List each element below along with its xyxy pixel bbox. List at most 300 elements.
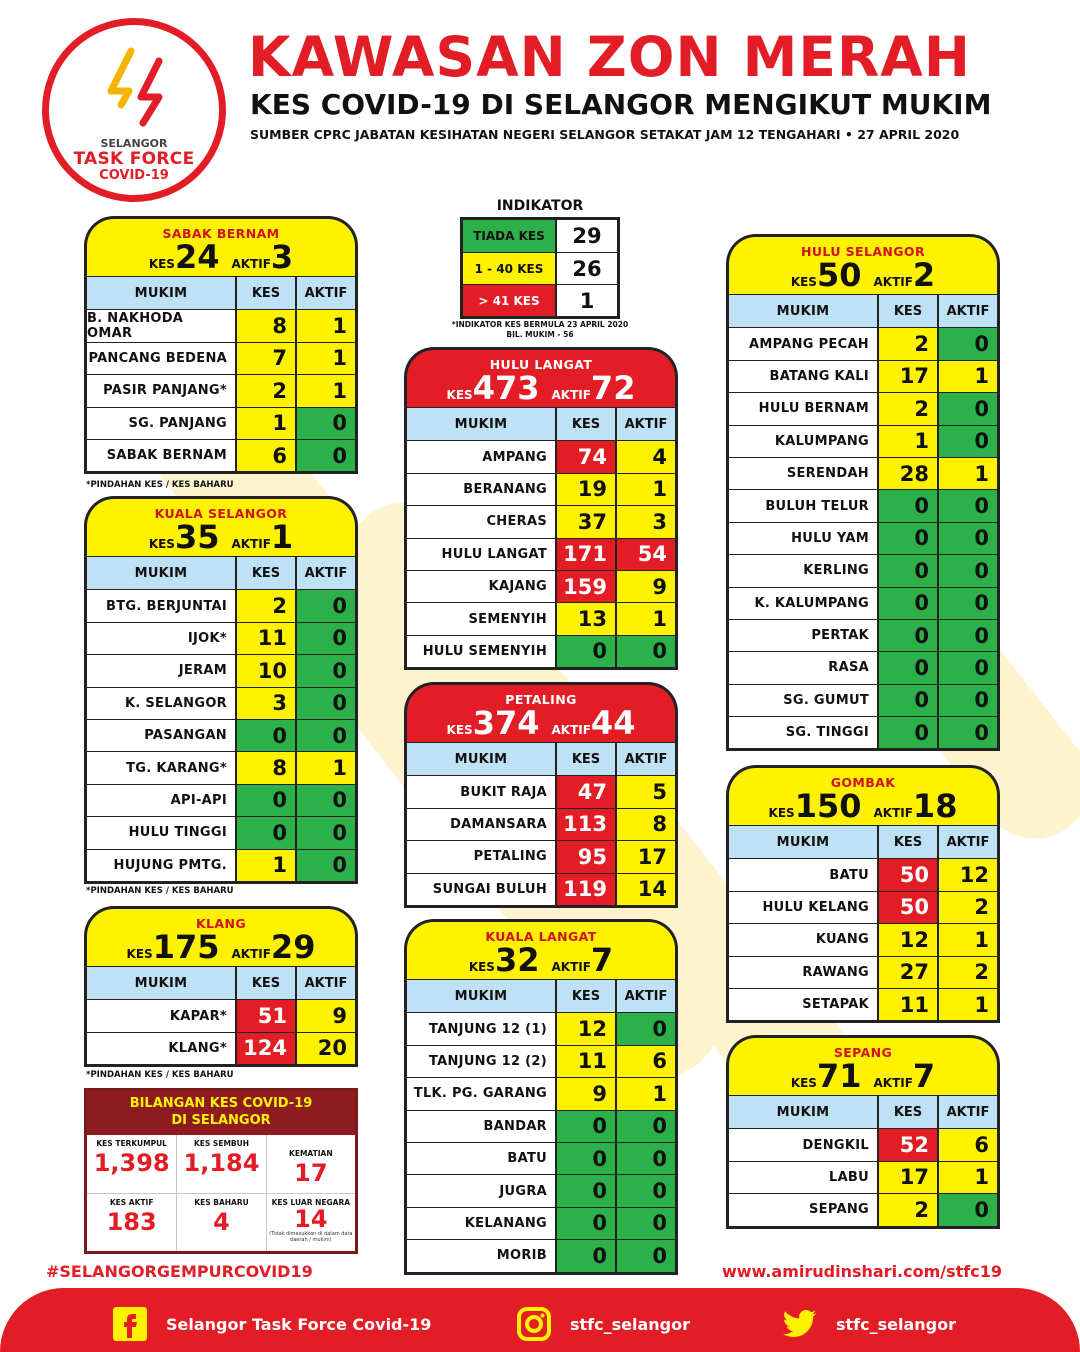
twitter-link[interactable] (782, 1306, 956, 1342)
district-totals (729, 1058, 997, 1101)
mukim-name: KAJANG (407, 571, 555, 602)
mukim-name: K. SELANGOR (87, 688, 235, 719)
mukim-kes: 0 (877, 588, 937, 619)
aktif-column-header: AKTIF (295, 557, 355, 589)
mukim-aktif: 1 (295, 343, 355, 374)
mukim-kes: 0 (877, 620, 937, 651)
mukim-aktif: 1 (937, 989, 997, 1020)
district-kes-total: 32 (494, 941, 540, 979)
instagram-icon (516, 1306, 552, 1342)
kes-column-header: KES (877, 295, 937, 327)
mukim-name: HULU TINGGI (87, 817, 235, 848)
mukim-name: RASA (729, 652, 877, 683)
district-kes-total: 24 (174, 238, 220, 276)
mukim-table (84, 276, 358, 474)
table-row (729, 489, 997, 521)
district-header (84, 906, 358, 966)
table-row (87, 439, 355, 471)
mukim-column-header: MUKIM (87, 277, 235, 309)
mukim-aktif: 0 (295, 850, 355, 881)
table-row (87, 342, 355, 374)
mukim-name: KERLING (729, 555, 877, 586)
table-row (729, 1193, 997, 1225)
district-totals (407, 942, 675, 985)
indicator-title: INDIKATOR (496, 198, 584, 214)
mukim-name: KLANG* (87, 1033, 235, 1064)
district-kes-total: 175 (152, 928, 220, 966)
kes-label: KES (468, 960, 495, 974)
mukim-column-header: MUKIM (729, 826, 877, 858)
mukim-kes: 19 (555, 474, 615, 505)
mukim-name: SG. GUMUT (729, 685, 877, 716)
mukim-kes: 13 (555, 603, 615, 634)
table-row (729, 554, 997, 586)
mukim-name: BANDAR (407, 1111, 555, 1142)
mukim-name: SG. TINGGI (729, 717, 877, 748)
table-row (407, 1077, 675, 1109)
district-name: HULU LANGAT (489, 357, 593, 372)
mukim-aktif: 0 (937, 393, 997, 424)
website-link[interactable]: www.amirudinshari.com/stfc19 (722, 1262, 1002, 1281)
district-totals (87, 519, 355, 562)
table-row (729, 1128, 997, 1160)
district-name: PETALING (505, 692, 577, 707)
table-row (729, 858, 997, 890)
district-kes-total: 374 (472, 704, 540, 742)
mukim-aktif: 0 (937, 490, 997, 521)
mukim-aktif: 9 (615, 571, 675, 602)
page-title: KAWASAN ZON MERAH (248, 25, 971, 89)
mukim-aktif: 20 (295, 1033, 355, 1064)
table-row (729, 923, 997, 955)
mukim-name: SG. PANJANG (87, 408, 235, 439)
mukim-aktif: 0 (295, 440, 355, 471)
mukim-name: BUKIT RAJA (407, 776, 555, 807)
table-row (729, 891, 997, 923)
mukim-name: SERENDAH (729, 458, 877, 489)
table-row (407, 473, 675, 505)
mukim-aktif: 1 (295, 752, 355, 783)
mukim-aktif: 1 (615, 1078, 675, 1109)
mukim-kes: 27 (877, 957, 937, 988)
table-row (87, 589, 355, 621)
bolt-logo-icon (101, 47, 171, 127)
district-name: SEPANG (833, 1045, 893, 1060)
mukim-name: AMPANG PECAH (729, 328, 877, 359)
mukim-column-header: MUKIM (407, 743, 555, 775)
mukim-name: KALUMPANG (729, 426, 877, 457)
kes-label: KES (148, 537, 175, 551)
table-row (87, 784, 355, 816)
mukim-table (726, 294, 1000, 751)
table-row (407, 1045, 675, 1077)
mukim-aktif: 2 (937, 957, 997, 988)
aktif-label: AKTIF (551, 723, 591, 737)
mukim-aktif: 0 (615, 1013, 675, 1044)
table-row (729, 425, 997, 457)
mukim-name: SUNGAI BULUH (407, 874, 555, 905)
summary-cell (266, 1135, 355, 1193)
summary-value: 17 (294, 1159, 328, 1187)
mukim-column-header: MUKIM (87, 967, 235, 999)
summary-cell (176, 1193, 265, 1251)
district-aktif-total: 1 (270, 518, 294, 556)
mukim-aktif: 0 (937, 328, 997, 359)
mukim-kes: 0 (555, 1240, 615, 1271)
district-header (726, 234, 1000, 294)
logo-line3: COVID-19 (99, 168, 169, 183)
mukim-table (726, 1095, 1000, 1229)
table-row (729, 619, 997, 651)
district-panel-sabak-bernam (84, 216, 358, 474)
mukim-name: BTG. BERJUNTAI (87, 590, 235, 621)
mukim-aktif: 0 (295, 623, 355, 654)
mukim-kes: 3 (235, 688, 295, 719)
district-panel-kuala-langat (404, 919, 678, 1275)
mukim-name: KUANG (729, 924, 877, 955)
indicator-row (463, 284, 617, 316)
district-panel-hulu-langat (404, 347, 678, 670)
mukim-aktif: 1 (615, 603, 675, 634)
district-header (404, 919, 678, 979)
summary-value: 1,398 (93, 1149, 170, 1177)
kes-label: KES (446, 723, 473, 737)
mukim-name: PASANGAN (87, 720, 235, 751)
mukim-name: BULUH TELUR (729, 490, 877, 521)
table-row (87, 849, 355, 881)
kes-column-header: KES (877, 1096, 937, 1128)
district-panel-sepang (726, 1035, 1000, 1229)
table-row (729, 392, 997, 424)
kes-label: KES (148, 257, 175, 271)
table-row (87, 309, 355, 341)
district-name: KUALA SELANGOR (154, 506, 288, 521)
mukim-kes: 50 (877, 859, 937, 890)
summary-label: KEMATIAN (289, 1149, 333, 1158)
mukim-aktif: 0 (295, 785, 355, 816)
indicator-value: 1 (555, 285, 617, 316)
table-row (407, 1142, 675, 1174)
table-row (729, 956, 997, 988)
table-row (407, 1174, 675, 1206)
district-aktif-total: 18 (912, 787, 958, 825)
mukim-aktif: 0 (295, 688, 355, 719)
mukim-kes: 17 (877, 1162, 937, 1193)
instagram-label: stfc_selangor (570, 1314, 690, 1334)
mukim-kes: 0 (555, 1175, 615, 1206)
mukim-kes: 51 (235, 1000, 295, 1031)
mukim-aktif: 0 (937, 620, 997, 651)
mukim-kes: 0 (877, 685, 937, 716)
kes-column-header: KES (235, 277, 295, 309)
table-row (407, 635, 675, 667)
mukim-aktif: 1 (615, 474, 675, 505)
table-row (407, 1239, 675, 1271)
mukim-name: BATANG KALI (729, 361, 877, 392)
mukim-aktif: 0 (615, 1208, 675, 1239)
mukim-name: DENGKIL (729, 1129, 877, 1160)
mukim-table (404, 407, 678, 670)
aktif-column-header: AKTIF (937, 1096, 997, 1128)
mukim-aktif: 9 (295, 1000, 355, 1031)
mukim-column-header: MUKIM (729, 1096, 877, 1128)
mukim-kes: 1 (877, 426, 937, 457)
table-row (87, 719, 355, 751)
mukim-name: API-API (87, 785, 235, 816)
mukim-kes: 0 (877, 652, 937, 683)
indicator-note (440, 320, 640, 340)
mukim-aktif: 6 (615, 1046, 675, 1077)
mukim-table (84, 966, 358, 1067)
aktif-column-header: AKTIF (295, 277, 355, 309)
mukim-aktif: 0 (615, 1111, 675, 1142)
table-row (87, 751, 355, 783)
aktif-column-header: AKTIF (615, 408, 675, 440)
mukim-name: LABU (729, 1162, 877, 1193)
summary-value: 4 (213, 1208, 230, 1236)
mukim-column-header: MUKIM (407, 980, 555, 1012)
mukim-aktif: 54 (615, 539, 675, 570)
mukim-name: IJOK* (87, 623, 235, 654)
table-row (729, 684, 997, 716)
mukim-aktif: 1 (937, 361, 997, 392)
summary-grid (87, 1135, 355, 1251)
mukim-aktif: 0 (615, 1143, 675, 1174)
mukim-aktif: 6 (937, 1129, 997, 1160)
logo-line2: TASK FORCE (73, 149, 195, 169)
district-aktif-total: 29 (270, 928, 316, 966)
table-row (407, 538, 675, 570)
mukim-kes: 37 (555, 506, 615, 537)
kes-column-header: KES (877, 826, 937, 858)
kes-label: KES (790, 1076, 817, 1090)
aktif-column-header: AKTIF (615, 980, 675, 1012)
mukim-kes: 0 (235, 817, 295, 848)
district-kes-total: 35 (174, 518, 220, 556)
mukim-kes: 2 (877, 328, 937, 359)
transfer-note: *PINDAHAN KES / KES BAHARU (86, 1070, 234, 1080)
indicator-label: > 41 KES (463, 285, 555, 316)
district-name: GOMBAK (830, 775, 896, 790)
table-row (87, 816, 355, 848)
mukim-kes: 171 (555, 539, 615, 570)
instagram-link[interactable] (516, 1306, 690, 1342)
mukim-name: PERTAK (729, 620, 877, 651)
table-row (407, 873, 675, 905)
table-row (729, 651, 997, 683)
mukim-aktif: 3 (615, 506, 675, 537)
mukim-name: K. KALUMPANG (729, 588, 877, 619)
district-kes-total: 50 (816, 256, 862, 294)
district-header (84, 496, 358, 556)
aktif-label: AKTIF (873, 1076, 913, 1090)
table-row (729, 327, 997, 359)
indicator-row (463, 252, 617, 284)
table-row (87, 374, 355, 406)
mukim-aktif: 4 (615, 441, 675, 472)
mukim-aktif: 0 (615, 1175, 675, 1206)
mukim-name: B. NAKHODA OMAR (87, 310, 235, 341)
summary-label: KES SEMBUH (193, 1139, 249, 1148)
source-note: SUMBER CPRC JABATAN KESIHATAN NEGERI SELANGOR SETAKAT JAM 12 TENGAHARI • 27 APRIL 2020 (250, 127, 960, 142)
kes-column-header: KES (555, 980, 615, 1012)
mukim-kes: 1 (235, 408, 295, 439)
mukim-name: HUJUNG PMTG. (87, 850, 235, 881)
mukim-name: JUGRA (407, 1175, 555, 1206)
district-totals (407, 705, 675, 748)
district-totals (87, 929, 355, 972)
table-row (407, 808, 675, 840)
mukim-name: TLK. PG. GARANG (407, 1078, 555, 1109)
mukim-kes: 124 (235, 1033, 295, 1064)
aktif-column-header: AKTIF (937, 826, 997, 858)
table-row (729, 716, 997, 748)
table-row (87, 654, 355, 686)
district-aktif-total: 3 (270, 238, 294, 276)
table-row (729, 457, 997, 489)
mukim-table (404, 742, 678, 908)
footer-bar (0, 1288, 1080, 1352)
aktif-label: AKTIF (231, 537, 271, 551)
indicator-label: TIADA KES (463, 220, 555, 252)
summary-header (87, 1091, 355, 1135)
district-aktif-total: 7 (912, 1057, 936, 1095)
district-panel-hulu-selangor (726, 234, 1000, 751)
kes-label: KES (126, 947, 153, 961)
mukim-kes: 74 (555, 441, 615, 472)
aktif-label: AKTIF (873, 806, 913, 820)
mukim-kes: 28 (877, 458, 937, 489)
table-row (87, 999, 355, 1031)
district-name: KLANG (195, 916, 247, 931)
mukim-name: DAMANSARA (407, 809, 555, 840)
mukim-aktif: 8 (615, 809, 675, 840)
summary-footnote: (Tidak dimasukkan di dalam data daerah / mukim) (269, 1231, 353, 1243)
mukim-name: PETALING (407, 841, 555, 872)
district-totals (729, 257, 997, 300)
mukim-name: HULU BERNAM (729, 393, 877, 424)
mukim-kes: 11 (555, 1046, 615, 1077)
district-header (726, 765, 1000, 825)
mukim-name: CHERAS (407, 506, 555, 537)
mukim-kes: 0 (877, 523, 937, 554)
mukim-aktif: 0 (295, 817, 355, 848)
mukim-name: BERANANG (407, 474, 555, 505)
summary-cell (266, 1193, 355, 1251)
mukim-kes: 0 (877, 555, 937, 586)
mukim-name: HULU LANGAT (407, 539, 555, 570)
aktif-column-header: AKTIF (615, 743, 675, 775)
mukim-kes: 159 (555, 571, 615, 602)
district-aktif-total: 2 (912, 256, 936, 294)
summary-value: 183 (106, 1208, 157, 1236)
mukim-aktif: 0 (295, 655, 355, 686)
aktif-label: AKTIF (551, 388, 591, 402)
indicator-row (463, 220, 617, 252)
mukim-kes: 0 (235, 720, 295, 751)
mukim-kes: 2 (877, 1194, 937, 1225)
mukim-kes: 52 (877, 1129, 937, 1160)
mukim-name: SEMENYIH (407, 603, 555, 634)
mukim-aktif: 0 (295, 408, 355, 439)
mukim-table (404, 979, 678, 1275)
logo-line1: SELANGOR (100, 137, 168, 150)
summary-cell (87, 1135, 176, 1193)
mukim-aktif: 1 (937, 1162, 997, 1193)
mukim-aktif: 0 (295, 720, 355, 751)
mukim-kes: 8 (235, 310, 295, 341)
hashtag: #SELANGORGEMPURCOVID19 (46, 1262, 313, 1281)
mukim-kes: 119 (555, 874, 615, 905)
mukim-name: MORIB (407, 1240, 555, 1271)
district-kes-total: 71 (816, 1057, 862, 1095)
district-aktif-total: 44 (590, 704, 636, 742)
indicator-label: 1 - 40 KES (463, 253, 555, 284)
aktif-label: AKTIF (873, 275, 913, 289)
mukim-kes: 0 (555, 636, 615, 667)
mukim-name: TANJUNG 12 (2) (407, 1046, 555, 1077)
mukim-aktif: 17 (615, 841, 675, 872)
district-name: KUALA LANGAT (485, 929, 597, 944)
mukim-table (726, 825, 1000, 1023)
mukim-kes: 2 (235, 590, 295, 621)
table-row (729, 1161, 997, 1193)
kes-label: KES (446, 388, 473, 402)
indicator-value: 26 (555, 253, 617, 284)
summary-label: KES TERKUMPUL (96, 1139, 167, 1148)
mukim-name: KELANANG (407, 1208, 555, 1239)
mukim-name: KAPAR* (87, 1000, 235, 1031)
mukim-kes: 9 (555, 1078, 615, 1109)
summary-cell (87, 1193, 176, 1251)
page-subtitle: KES COVID-19 DI SELANGOR MENGIKUT MUKIM (250, 88, 992, 121)
mukim-kes: 0 (877, 717, 937, 748)
aktif-label: AKTIF (231, 257, 271, 271)
mukim-kes: 0 (555, 1208, 615, 1239)
mukim-name: TG. KARANG* (87, 752, 235, 783)
mukim-kes: 6 (235, 440, 295, 471)
mukim-aktif: 0 (937, 1194, 997, 1225)
summary-label: KES AKTIF (109, 1198, 154, 1207)
district-panel-gombak (726, 765, 1000, 1023)
mukim-aktif: 0 (615, 636, 675, 667)
district-kes-total: 473 (472, 369, 540, 407)
facebook-link[interactable] (112, 1306, 431, 1342)
district-aktif-total: 72 (590, 369, 636, 407)
mukim-name: HULU YAM (729, 523, 877, 554)
mukim-kes: 0 (555, 1111, 615, 1142)
mukim-kes: 11 (877, 989, 937, 1020)
mukim-kes: 0 (555, 1143, 615, 1174)
mukim-kes: 2 (877, 393, 937, 424)
summary-label: KES BAHARU (194, 1198, 249, 1207)
mukim-kes: 10 (235, 655, 295, 686)
mukim-kes: 8 (235, 752, 295, 783)
mukim-kes: 7 (235, 343, 295, 374)
table-row (407, 602, 675, 634)
district-name: SABAK BERNAM (162, 226, 280, 241)
district-header (726, 1035, 1000, 1095)
table-row (407, 1207, 675, 1239)
mukim-aktif: 0 (937, 717, 997, 748)
mukim-kes: 12 (877, 924, 937, 955)
mukim-aktif: 0 (937, 555, 997, 586)
mukim-aktif: 0 (937, 685, 997, 716)
mukim-kes: 47 (555, 776, 615, 807)
table-row (87, 687, 355, 719)
kes-label: KES (790, 275, 817, 289)
table-row (407, 505, 675, 537)
